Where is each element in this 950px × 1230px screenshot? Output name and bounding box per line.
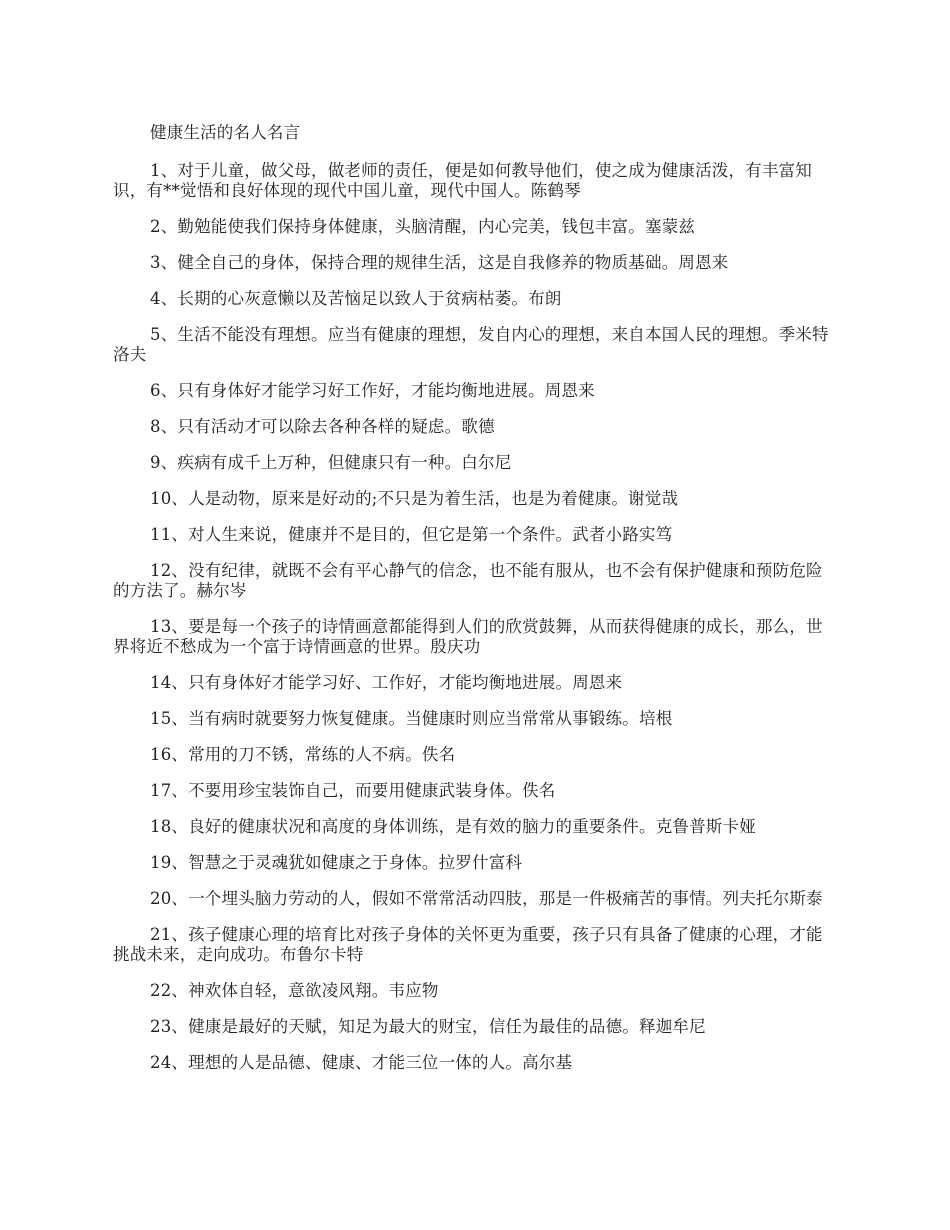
quote-paragraph: 17、不要用珍宝装饰自己，而要用健康武装身体。佚名 (150, 781, 556, 800)
document-body (113, 123, 835, 1089)
quote-paragraph: 23、健康是最好的天赋，知足为最大的财宝，信任为最佳的品德。释迦牟尼 (150, 1017, 706, 1036)
quote-paragraph: 9、疾病有成千上万种，但健康只有一种。白尔尼 (150, 453, 512, 472)
quote-paragraph: 20、一个埋头脑力劳动的人，假如不常常活动四肢，那是一件极痛苦的事情。列夫托尔斯泰 (150, 889, 823, 908)
quote-paragraph: 13、要是每一个孩子的诗情画意都能得到人们的欣赏鼓舞，从而获得健康的成长，那么，世界将近不愁成为一个富于诗情画意的世界。殷庆功 (113, 617, 823, 656)
quote-paragraph: 16、常用的刀不锈，常练的人不病。佚名 (150, 745, 456, 764)
quote-paragraph: 24、理想的人是品德、健康、才能三位一体的人。高尔基 (150, 1053, 573, 1072)
quote-paragraph: 1、对于儿童，做父母，做老师的责任，便是如何教导他们，使之成为健康活泼，有丰富知识，有**觉悟和良好体现的现代中国儿童，现代中国人。陈鹤琴 (113, 161, 812, 200)
quote-paragraph: 3、健全自己的身体，保持合理的规律生活，这是自我修养的物质基础。周恩来 (150, 253, 729, 272)
quote-paragraph: 19、智慧之于灵魂犹如健康之于身体。拉罗什富科 (150, 853, 523, 872)
quote-paragraph: 15、当有病时就要努力恢复健康。当健康时则应当常常从事锻练。培根 (150, 709, 673, 728)
document-title: 健康生活的名人名言 (150, 123, 301, 142)
quote-paragraph: 6、只有身体好才能学习好工作好，才能均衡地进展。周恩来 (150, 381, 595, 400)
quote-paragraph: 4、长期的心灰意懒以及苦恼足以致人于贫病枯萎。布朗 (150, 289, 562, 308)
quote-paragraph: 22、神欢体自轻，意欲凌风翔。韦应物 (150, 981, 439, 1000)
quote-paragraph: 11、对人生来说，健康并不是目的，但它是第一个条件。武者小路实笃 (150, 525, 673, 544)
quote-paragraph: 14、只有身体好才能学习好、工作好，才能均衡地进展。周恩来 (150, 673, 623, 692)
quote-paragraph: 21、孩子健康心理的培育比对孩子身体的关怀更为重要，孩子只有具备了健康的心理，才能挑战未来，走向成功。布鲁尔卡特 (113, 925, 823, 964)
quote-paragraph: 18、良好的健康状况和高度的身体训练，是有效的脑力的重要条件。克鲁普斯卡娅 (150, 817, 756, 836)
quote-paragraph: 10、人是动物，原来是好动的;不只是为着生活，也是为着健康。谢觉哉 (150, 489, 679, 508)
quote-paragraph: 5、生活不能没有理想。应当有健康的理想，发自内心的理想，来自本国人民的理想。季米特洛夫 (113, 325, 829, 364)
quote-paragraph: 2、勤勉能使我们保持身体健康，头脑清醒，内心完美，钱包丰富。塞蒙兹 (150, 217, 696, 236)
quote-paragraph: 8、只有活动才可以除去各种各样的疑虑。歌德 (150, 417, 495, 436)
quote-paragraph: 12、没有纪律，就既不会有平心静气的信念，也不能有服从，也不会有保护健康和预防危险的方法了。赫尔岑 (113, 561, 823, 600)
